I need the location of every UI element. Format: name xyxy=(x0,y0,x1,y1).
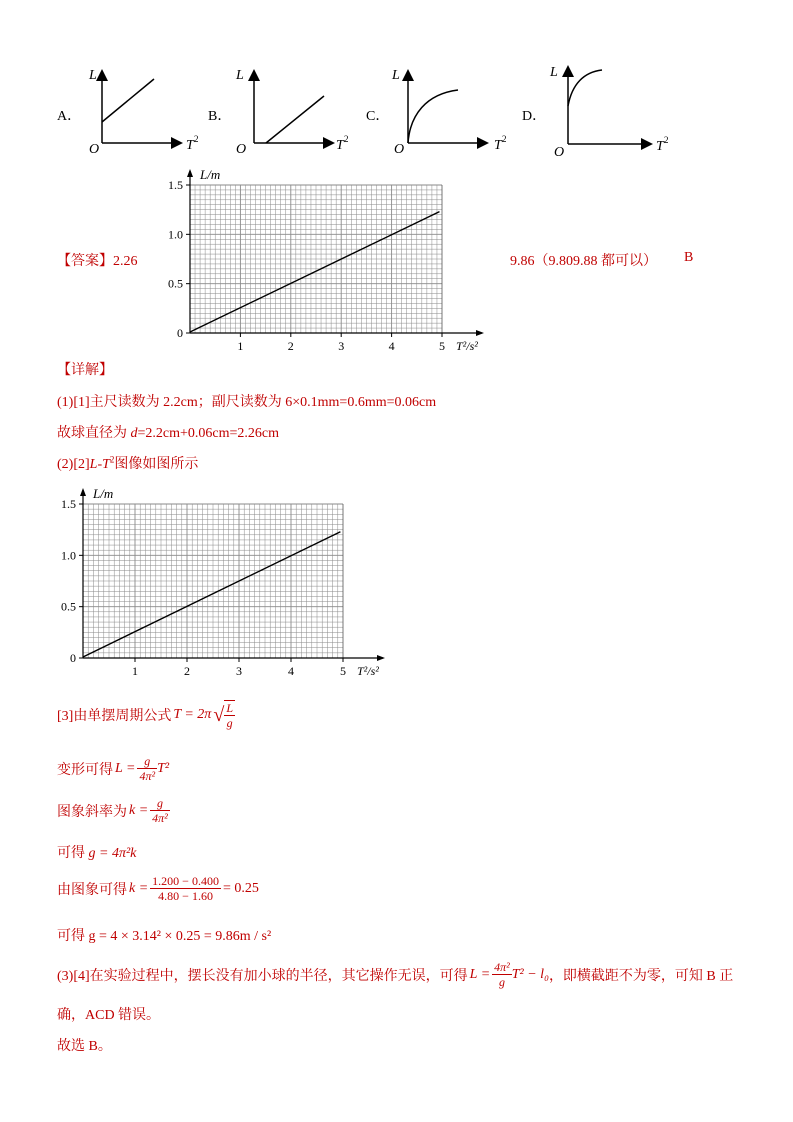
formula-final-den: g xyxy=(498,975,505,989)
option-b-xlabel: T xyxy=(336,138,344,153)
explain-line-9 xyxy=(57,925,271,945)
option-c-curve xyxy=(408,90,458,143)
x-tick-label: 4 xyxy=(388,339,395,353)
formula-final-rhs: T² − l₀ xyxy=(511,966,549,982)
formula-k-frac xyxy=(150,874,221,903)
x-axis-label: T²/s² xyxy=(357,664,379,678)
option-b-origin: O xyxy=(236,142,247,157)
formula-period-lhs: T = 2π xyxy=(173,707,212,722)
option-d-origin: O xyxy=(554,145,565,160)
explain-line-12: 故选 B。 xyxy=(57,1039,112,1054)
explain-line-2-var: d xyxy=(130,426,138,441)
option-d-curve xyxy=(568,70,602,106)
formula-transform-den: 4π² xyxy=(139,769,156,783)
option-a-label: A． xyxy=(57,109,82,124)
y-tick-label: 0 xyxy=(70,651,76,665)
option-d-label: D． xyxy=(522,109,547,124)
option-b-graph xyxy=(232,60,362,160)
explain-line-2-prefix: 故球直径为 xyxy=(57,426,131,441)
explain-chart xyxy=(52,480,402,680)
formula-slope-den: 4π² xyxy=(152,811,168,825)
y-axis-label: L/m xyxy=(93,486,114,501)
option-c-label: C． xyxy=(366,109,390,124)
explain-line-7 xyxy=(57,842,136,862)
x-tick-label: 1 xyxy=(237,339,244,353)
explain-line-3-prefix: (2)[2] xyxy=(57,457,90,472)
x-tick-label: 2 xyxy=(287,339,294,353)
explain-line-6 xyxy=(57,796,170,825)
y-axis-label: L/m xyxy=(200,167,221,182)
explain-line-10-a: (3)[4]在实验过程中，摆长没有加小球的半径，其它操作无误，可得 xyxy=(57,968,468,984)
formula-k-num: 1.200 − 0.400 xyxy=(152,874,219,888)
option-b-label: B． xyxy=(208,109,232,124)
option-a-origin: O xyxy=(89,142,100,157)
option-a-xsup: 2 xyxy=(194,134,199,144)
formula-transform-rhs: T² xyxy=(157,760,170,776)
explain-line-11: 确，ACD 错误。 xyxy=(57,1008,161,1023)
x-tick-label: 5 xyxy=(439,339,445,353)
explain-line-2 xyxy=(57,422,279,442)
formula-slope-num: g xyxy=(150,796,170,811)
explain-line-3-rest: 图像如图所示 xyxy=(114,457,199,472)
answer-tag: 【答案】 xyxy=(57,253,113,269)
explain-heading: 【详解】 xyxy=(57,362,113,378)
explain-line-1: (1)[1]主尺读数为 2.2cm；副尺读数为 6×0.1mm=0.6mm=0.06cm xyxy=(57,395,437,410)
answer-value-2: 9.86（9.809.88 都可以） xyxy=(510,254,657,269)
formula-period-frac xyxy=(224,700,235,730)
explain-line-6-text: 图象斜率为 xyxy=(57,804,127,820)
explain-line-7-text: 可得 xyxy=(57,846,85,861)
option-d-ylabel: L xyxy=(550,65,558,80)
formula-period-den: g xyxy=(226,716,233,730)
y-tick-label: 1.5 xyxy=(168,178,183,192)
y-tick-label: 0 xyxy=(177,326,183,340)
formula-slope-lhs: k = xyxy=(129,802,149,818)
answer-value-1: 2.26 xyxy=(113,254,138,269)
option-c-ylabel: L xyxy=(392,68,400,83)
option-b-line xyxy=(266,96,324,143)
option-a-xlabel: T xyxy=(186,138,194,153)
formula-g-value: g = 4 × 3.14² × 0.25 = 9.86m / s² xyxy=(88,929,272,944)
formula-k-den: 4.80 − 1.60 xyxy=(158,889,213,903)
x-tick-label: 4 xyxy=(288,664,294,678)
formula-final-lhs: L = xyxy=(469,966,491,982)
y-axis-arrow xyxy=(187,169,193,177)
formula-g: g = 4π²k xyxy=(88,846,137,861)
explain-line-3 xyxy=(57,453,198,473)
explain-line-3-dash: - xyxy=(97,457,103,472)
explain-line-2-rest: =2.2cm+0.06cm=2.26cm xyxy=(137,426,279,441)
formula-k-lhs: k = xyxy=(129,880,149,896)
explain-line-5 xyxy=(57,754,169,783)
explain-line-5-text: 变形可得 xyxy=(57,762,113,778)
sqrt-symbol: √ xyxy=(213,703,225,726)
x-tick-label: 3 xyxy=(338,339,345,353)
option-d-xlabel: T xyxy=(656,139,664,154)
formula-transform-frac xyxy=(137,754,157,783)
y-tick-label: 1.0 xyxy=(61,548,76,563)
x-tick-label: 3 xyxy=(236,664,242,678)
explain-line-10 xyxy=(57,960,733,989)
y-axis-arrow xyxy=(80,488,86,496)
explain-line-9-text: 可得 xyxy=(57,929,85,944)
y-tick-label: 0.5 xyxy=(61,599,76,614)
formula-transform-num: g xyxy=(137,754,157,769)
option-c-origin: O xyxy=(394,142,405,157)
formula-transform-lhs: L = xyxy=(115,760,136,776)
x-axis-arrow xyxy=(476,330,484,336)
formula-slope-frac xyxy=(150,796,170,825)
x-tick-label: 5 xyxy=(340,664,346,678)
formula-k-rhs: = 0.25 xyxy=(222,880,259,896)
y-tick-label: 1.5 xyxy=(61,497,76,511)
x-axis-label: T²/s² xyxy=(456,339,478,353)
option-d-graph xyxy=(546,60,676,160)
explain-line-4-text: [3]由单摆周期公式 xyxy=(57,709,172,724)
series-line xyxy=(83,532,340,657)
explain-line-10-b: ，即横截距不为零，可知 B 正 xyxy=(548,968,734,984)
explain-line-3-l: L xyxy=(89,457,98,472)
explain-line-8-text: 由图象可得 xyxy=(57,882,127,898)
x-tick-label: 2 xyxy=(184,664,190,678)
option-d-xsup: 2 xyxy=(664,135,669,145)
explain-line-8 xyxy=(57,874,259,903)
option-c-xsup: 2 xyxy=(502,134,507,144)
explain-line-3-sup: 2 xyxy=(109,454,115,465)
y-tick-label: 0.5 xyxy=(168,276,183,291)
series-line xyxy=(190,212,439,332)
option-b-xsup: 2 xyxy=(344,134,349,144)
formula-final-num: 4π² xyxy=(494,960,510,974)
explain-line-3-t: T xyxy=(102,457,110,472)
y-tick-label: 1.0 xyxy=(168,227,183,242)
x-tick-label: 1 xyxy=(132,664,138,678)
formula-period-num: L xyxy=(226,701,233,715)
option-a-line xyxy=(102,79,154,122)
x-axis-arrow xyxy=(377,655,385,661)
explain-line-4 xyxy=(57,700,235,730)
option-c-xlabel: T xyxy=(494,138,502,153)
answer-value-3: B xyxy=(684,250,694,265)
formula-final-frac xyxy=(492,960,512,989)
option-c-graph xyxy=(386,60,516,160)
answer-chart xyxy=(160,160,500,355)
option-a-graph xyxy=(80,60,210,160)
option-b-ylabel: L xyxy=(236,68,244,83)
answer-line xyxy=(57,250,138,270)
option-a-ylabel: L xyxy=(89,68,97,83)
